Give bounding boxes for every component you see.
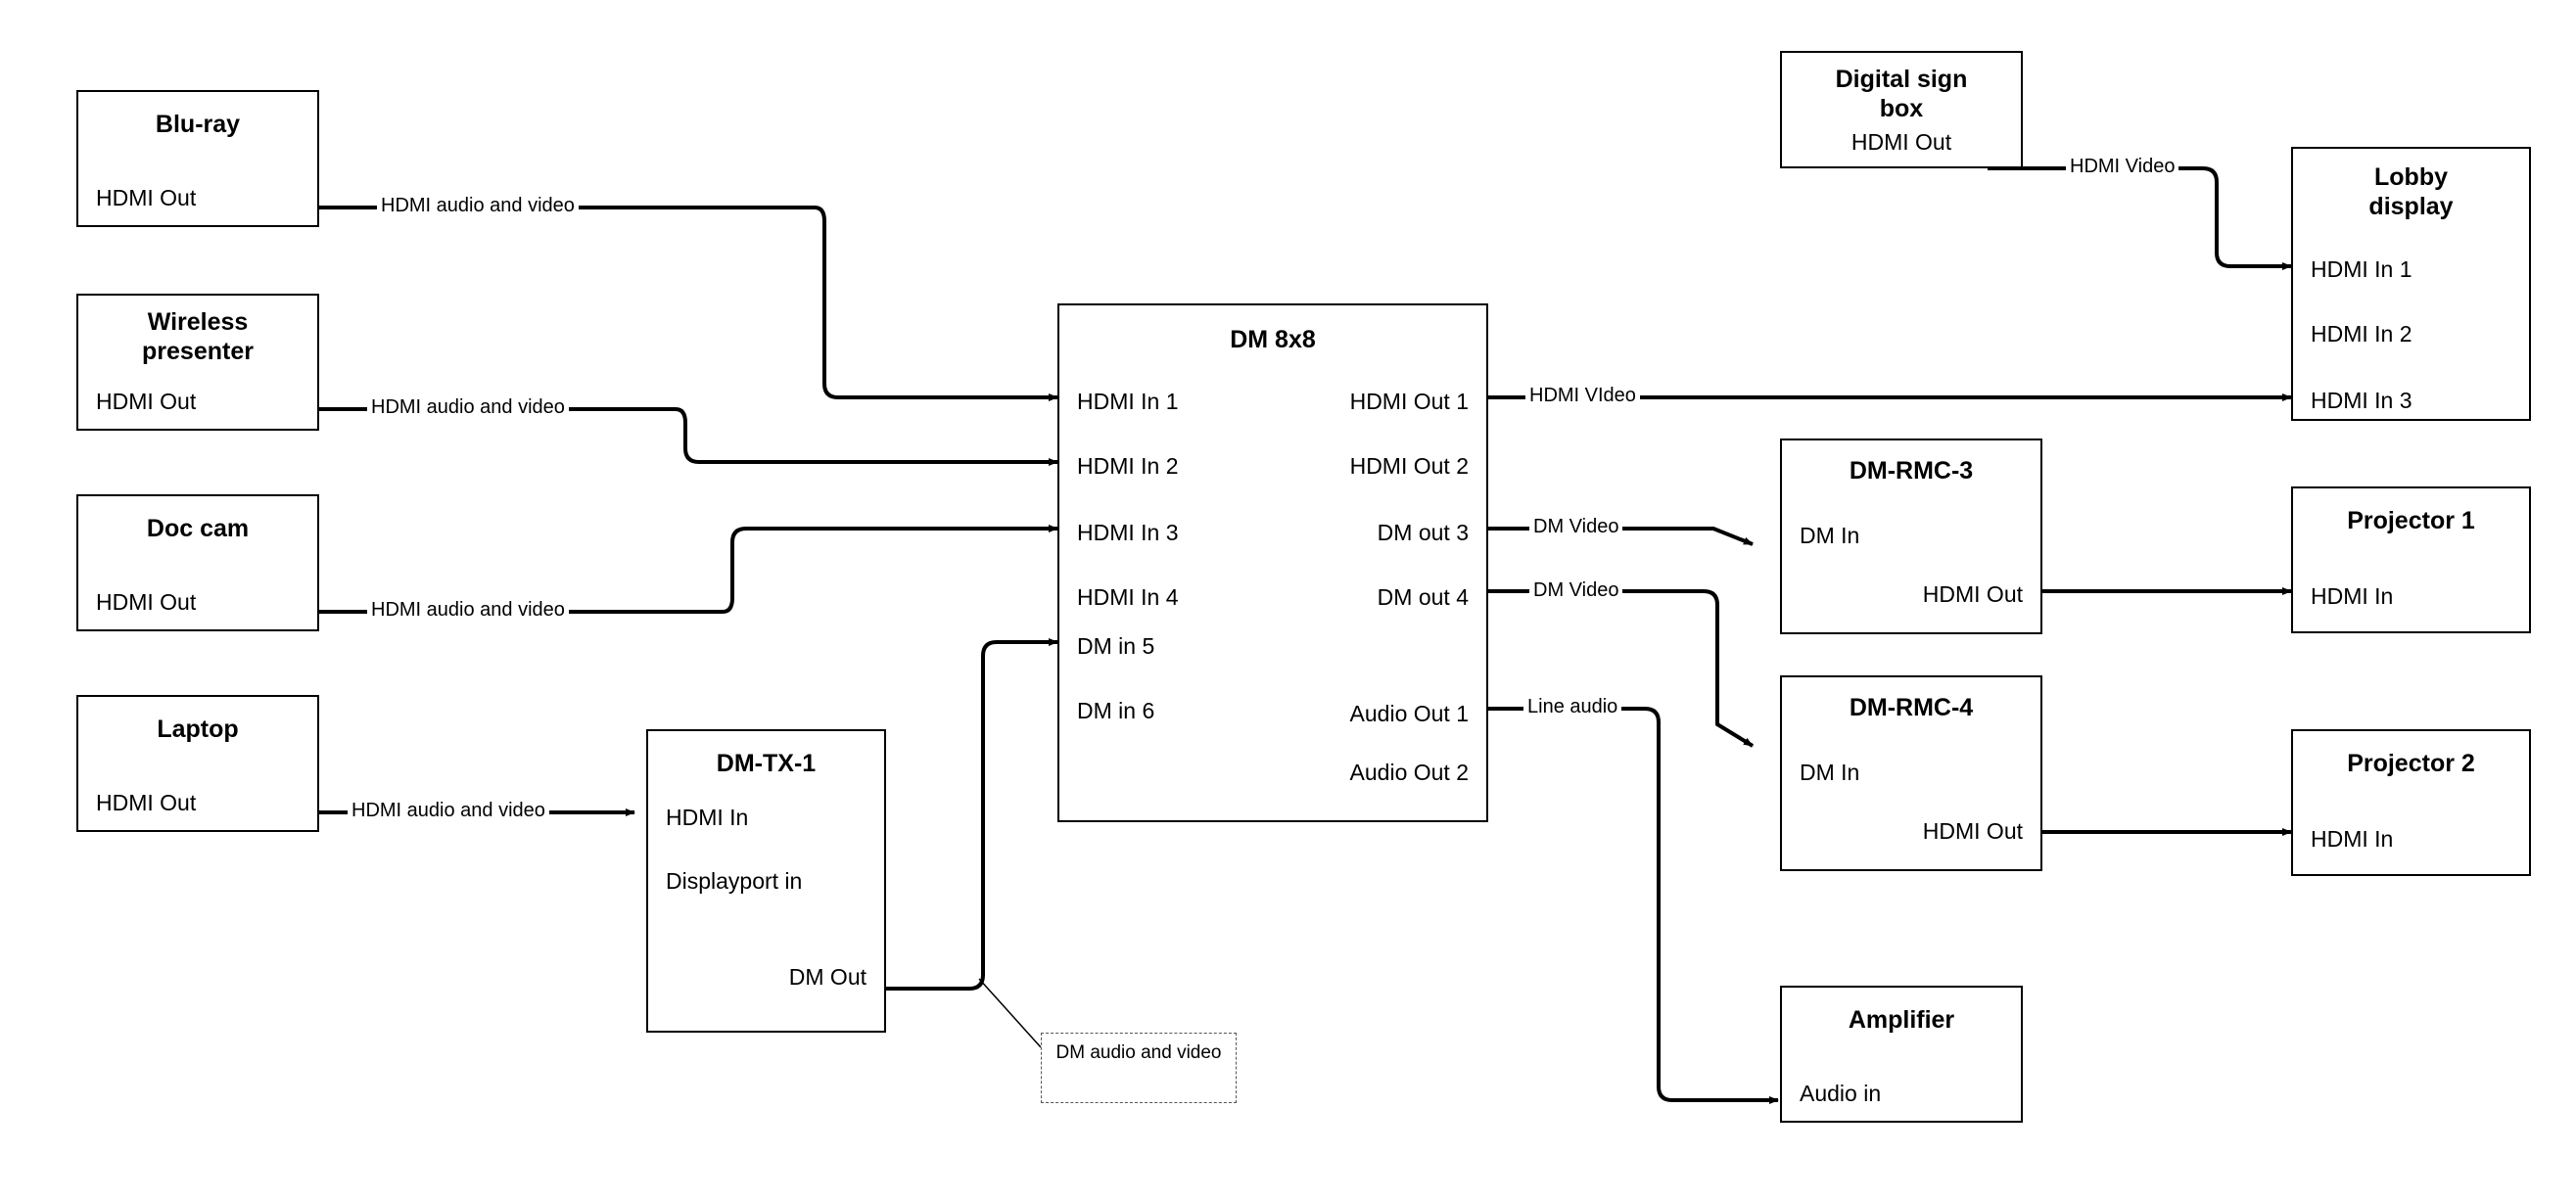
edge-label-bluray-to-dm: HDMI audio and video xyxy=(377,195,579,217)
node-doc-cam[interactable] xyxy=(76,494,319,631)
node-projector-1-port-hdmi-in[interactable]: HDMI In xyxy=(2311,583,2394,609)
edge-label-dm-to-lobby: HDMI VIdeo xyxy=(1525,385,1640,407)
node-dm-rmc-3-port-hdmi-out[interactable]: HDMI Out xyxy=(1922,581,2023,607)
node-dm-tx-1-port-hdmi-in[interactable]: HDMI In xyxy=(666,805,749,830)
node-lobby-display-title: Lobby display xyxy=(2368,163,2454,220)
note-dm-audio-and-video: DM audio and video xyxy=(1041,1033,1237,1103)
node-dm-rmc-3-title: DM-RMC-3 xyxy=(1849,457,1974,485)
node-wireless-presenter-port-hdmi-out[interactable]: HDMI Out xyxy=(96,389,197,414)
edge-label-dm-to-amplifier: Line audio xyxy=(1523,696,1621,718)
node-dm-tx-1-port-dm-out[interactable]: DM Out xyxy=(788,964,866,990)
node-wireless-presenter[interactable] xyxy=(76,294,319,431)
node-dm-tx-1-port-displayport-in[interactable]: Displayport in xyxy=(666,868,803,894)
node-projector-2[interactable] xyxy=(2291,729,2531,876)
node-projector-1-title: Projector 1 xyxy=(2347,507,2475,534)
node-doc-cam-port-hdmi-out[interactable]: HDMI Out xyxy=(96,589,197,615)
node-dm-8x8-port-hdmi-out-2[interactable]: HDMI Out 2 xyxy=(1349,453,1469,479)
node-dm-8x8-port-dm-out-4[interactable]: DM out 4 xyxy=(1377,584,1469,610)
edge-label-dm-to-rmc4: DM Video xyxy=(1529,579,1622,602)
node-lobby-display-port-hdmi-in-3[interactable]: HDMI In 3 xyxy=(2311,388,2412,413)
node-lobby-display-port-hdmi-in-2[interactable]: HDMI In 2 xyxy=(2311,321,2412,346)
node-dm-rmc-4[interactable] xyxy=(1780,675,2042,871)
edge-label-wireless-to-dm: HDMI audio and video xyxy=(367,396,569,419)
node-bluray-port-hdmi-out[interactable]: HDMI Out xyxy=(96,185,197,210)
node-laptop-port-hdmi-out[interactable]: HDMI Out xyxy=(96,790,197,815)
node-projector-2-port-hdmi-in[interactable]: HDMI In xyxy=(2311,826,2394,852)
node-amplifier[interactable] xyxy=(1780,986,2023,1123)
node-amplifier-title: Amplifier xyxy=(1848,1006,1955,1034)
node-dm-rmc-4-title: DM-RMC-4 xyxy=(1849,694,1974,721)
node-amplifier-port-audio-in[interactable]: Audio in xyxy=(1800,1081,1882,1106)
node-lobby-display-port-hdmi-in-1[interactable]: HDMI In 1 xyxy=(2311,256,2412,282)
edge-label-doccam-to-dm: HDMI audio and video xyxy=(367,599,569,622)
node-dm-8x8-port-dm-in-6[interactable]: DM in 6 xyxy=(1077,698,1155,723)
node-dm-rmc-3-port-dm-in[interactable]: DM In xyxy=(1800,523,1860,548)
node-projector-2-title: Projector 2 xyxy=(2347,750,2475,777)
node-dm-rmc-4-port-hdmi-out[interactable]: HDMI Out xyxy=(1922,818,2023,844)
node-wireless-presenter-title: Wireless presenter xyxy=(142,308,254,365)
node-dm-8x8-port-hdmi-in-1[interactable]: HDMI In 1 xyxy=(1077,389,1179,414)
node-bluray[interactable] xyxy=(76,90,319,227)
node-dm-tx-1-title: DM-TX-1 xyxy=(716,750,817,777)
node-digital-sign-box[interactable] xyxy=(1780,51,2023,168)
edge-label-laptop-to-tx: HDMI audio and video xyxy=(348,800,549,822)
node-dm-8x8-port-audio-out-2[interactable]: Audio Out 2 xyxy=(1349,760,1469,785)
node-laptop-title: Laptop xyxy=(157,716,239,743)
node-doc-cam-title: Doc cam xyxy=(146,515,250,542)
node-dm-8x8-port-hdmi-in-3[interactable]: HDMI In 3 xyxy=(1077,520,1179,545)
node-digital-sign-box-title: Digital sign box xyxy=(1835,66,1968,122)
node-bluray-title: Blu-ray xyxy=(155,111,241,138)
edge-label-dm-to-rmc3: DM Video xyxy=(1529,516,1622,538)
node-dm-rmc-4-port-dm-in[interactable]: DM In xyxy=(1800,760,1860,785)
node-dm-tx-1[interactable] xyxy=(646,729,886,1033)
node-laptop[interactable] xyxy=(76,695,319,832)
node-dm-8x8-port-hdmi-out-1[interactable]: HDMI Out 1 xyxy=(1349,389,1469,414)
node-lobby-display[interactable] xyxy=(2291,147,2531,421)
node-digital-sign-box-port-hdmi-out[interactable]: HDMI Out xyxy=(1850,129,1952,155)
node-dm-8x8-port-hdmi-in-2[interactable]: HDMI In 2 xyxy=(1077,453,1179,479)
node-dm-8x8[interactable] xyxy=(1057,303,1488,822)
node-projector-1[interactable] xyxy=(2291,486,2531,633)
node-dm-8x8-port-dm-out-3[interactable]: DM out 3 xyxy=(1377,520,1469,545)
node-dm-8x8-title: DM 8x8 xyxy=(1230,326,1316,353)
edge-label-sign-to-lobby: HDMI Video xyxy=(2066,156,2178,178)
node-dm-8x8-port-audio-out-1[interactable]: Audio Out 1 xyxy=(1349,701,1469,726)
node-dm-8x8-port-hdmi-in-4[interactable]: HDMI In 4 xyxy=(1077,584,1179,610)
node-dm-rmc-3[interactable] xyxy=(1780,439,2042,634)
node-dm-8x8-port-dm-in-5[interactable]: DM in 5 xyxy=(1077,633,1155,659)
